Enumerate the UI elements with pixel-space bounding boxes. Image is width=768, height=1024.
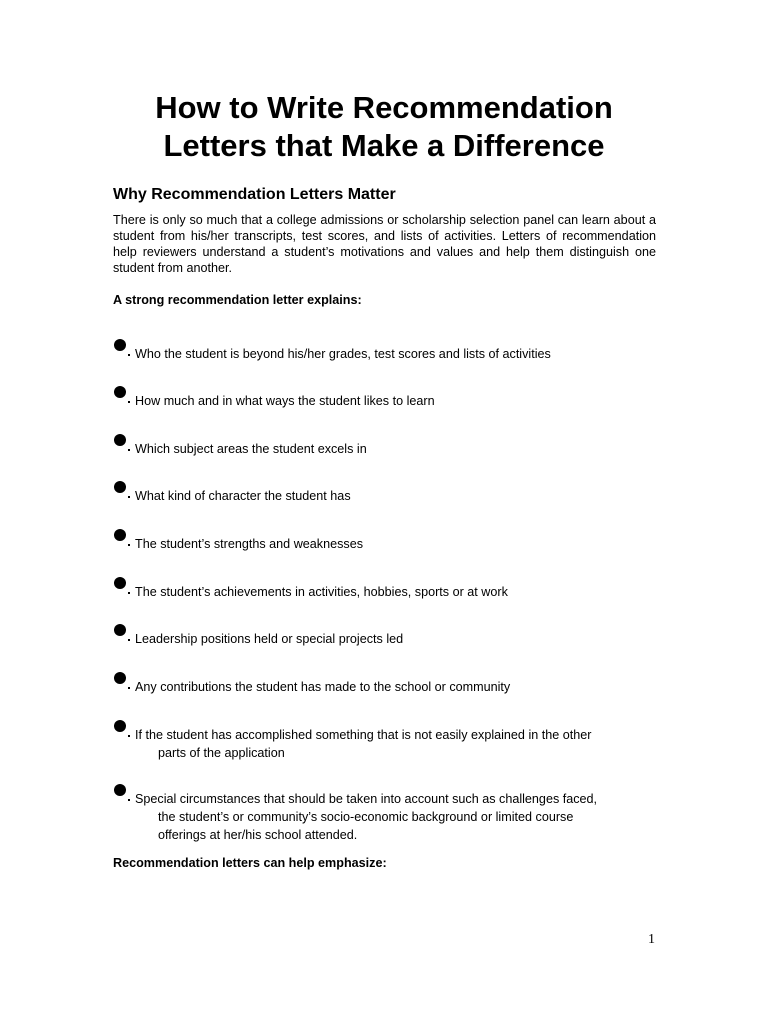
- bullet-icon: [114, 434, 126, 446]
- bullet-icon: [114, 624, 126, 636]
- bullet-icon: [114, 672, 126, 684]
- bullet-text: Who the student is beyond his/her grades, test scores and lists of activities: [135, 347, 551, 361]
- page-number: 1: [648, 932, 655, 947]
- bullet-continuation: parts of the application: [158, 746, 285, 760]
- bullet-icon: [114, 577, 126, 589]
- bullet-icon: [114, 339, 126, 351]
- bullet-text: The student’s strengths and weaknesses: [135, 537, 363, 551]
- document-title: [0, 89, 768, 165]
- bullet-text: Any contributions the student has made to the school or community: [135, 680, 511, 694]
- bullet-icon: [114, 529, 126, 541]
- explains-heading: A strong recommendation letter explains:: [113, 293, 362, 307]
- title-line-2: Letters that Make a Difference: [163, 128, 605, 163]
- bullet-icon: [114, 784, 126, 796]
- bullet-icon: [114, 481, 126, 493]
- intro-paragraph: There is only so much that a college admissions or scholarship selection panel can learn about a student from his/her transcripts, test scores, and lists of activities. Letters of recommendation help reviewers understand a student’s motivations and values and help them distinguish one student from another.: [113, 213, 656, 275]
- bullet-continuation: offerings at her/his school attended.: [158, 828, 358, 842]
- bullet-icon: [114, 386, 126, 398]
- emphasize-heading: Recommendation letters can help emphasize:: [113, 856, 387, 870]
- bullet-text: What kind of character the student has: [135, 489, 351, 503]
- bullet-text: Leadership positions held or special projects led: [135, 632, 404, 646]
- bullet-text: How much and in what ways the student likes to learn: [135, 394, 435, 408]
- title-line-1: How to Write Recommendation: [155, 90, 613, 125]
- bullet-continuation: the student’s or community’s socio-economic background or limited course: [158, 810, 574, 824]
- bullet-text: The student’s achievements in activities, hobbies, sports or at work: [135, 585, 508, 599]
- bullet-text: If the student has accomplished something that is not easily explained in the other: [135, 728, 592, 742]
- section-heading: Why Recommendation Letters Matter: [113, 186, 396, 203]
- bullet-text: Which subject areas the student excels in: [135, 442, 367, 456]
- bullet-text: Special circumstances that should be taken into account such as challenges faced,: [135, 792, 598, 806]
- bullet-icon: [114, 720, 126, 732]
